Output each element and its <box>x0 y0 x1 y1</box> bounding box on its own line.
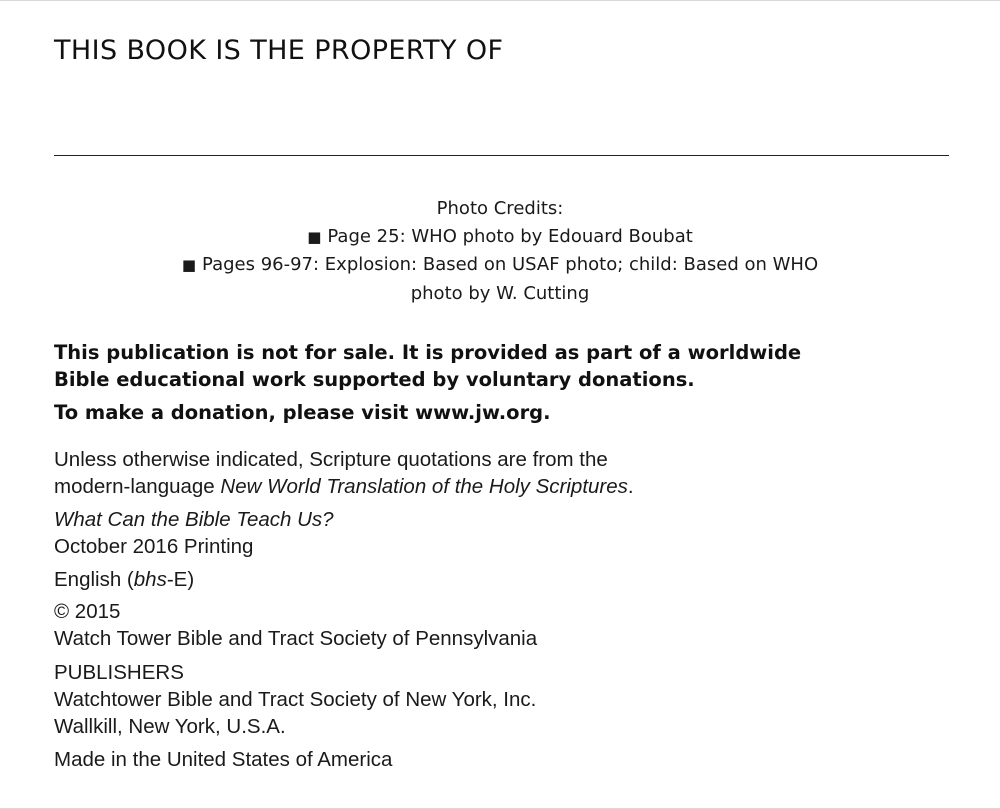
language-code: English (bhs-E) <box>54 568 195 591</box>
not-for-sale-notice <box>54 339 874 393</box>
owner-name-line <box>54 155 949 156</box>
photo-credit-text-continued: photo by W. Cutting <box>410 282 590 304</box>
book-title: What Can the Bible Teach Us? <box>54 508 334 531</box>
notice-line: This publication is not for sale. It is provided as part of a worldwide <box>54 341 802 364</box>
scripture-note <box>54 446 854 500</box>
publishers-info <box>54 659 854 740</box>
photo-credits <box>150 195 850 307</box>
publisher-name: Watchtower Bible and Tract Society of New York, Inc. <box>54 688 537 711</box>
square-bullet-icon: ■ <box>181 256 197 274</box>
copyright-holder: Watch Tower Bible and Tract Society of Pennsylvania <box>54 627 538 650</box>
publisher-location: Wallkill, New York, U.S.A. <box>54 715 286 738</box>
photo-credit-item <box>150 223 850 252</box>
photo-credit-text: Pages 96-97: Explosion: Based on USAF photo; child: Based on WHO <box>202 254 819 275</box>
square-bullet-icon: ■ <box>307 227 322 246</box>
edition-info <box>54 506 854 560</box>
photo-credit-item <box>150 251 850 280</box>
scripture-line: modern-language New World Translation of the Holy Scriptures. <box>54 475 634 498</box>
scripture-line: Unless otherwise indicated, Scripture quotations are from the <box>54 448 608 471</box>
copyright-year: © 2015 <box>54 600 121 623</box>
photo-credits-title: Photo Credits: <box>436 198 564 219</box>
translation-title: New World Translation of the Holy Scriptures <box>220 475 628 498</box>
copyright-info <box>54 598 854 652</box>
notice-line: Bible educational work supported by voluntary donations. <box>54 368 695 391</box>
property-heading: THIS BOOK IS THE PROPERTY OF <box>54 35 504 66</box>
made-in: Made in the United States of America <box>54 748 393 771</box>
printing-date: October 2016 Printing <box>54 535 254 558</box>
publishers-label: PUBLISHERS <box>54 661 184 684</box>
photo-credit-text: Page 25: WHO photo by Edouard Boubat <box>327 225 693 247</box>
donation-notice: To make a donation, please visit www.jw.org. <box>54 401 551 424</box>
